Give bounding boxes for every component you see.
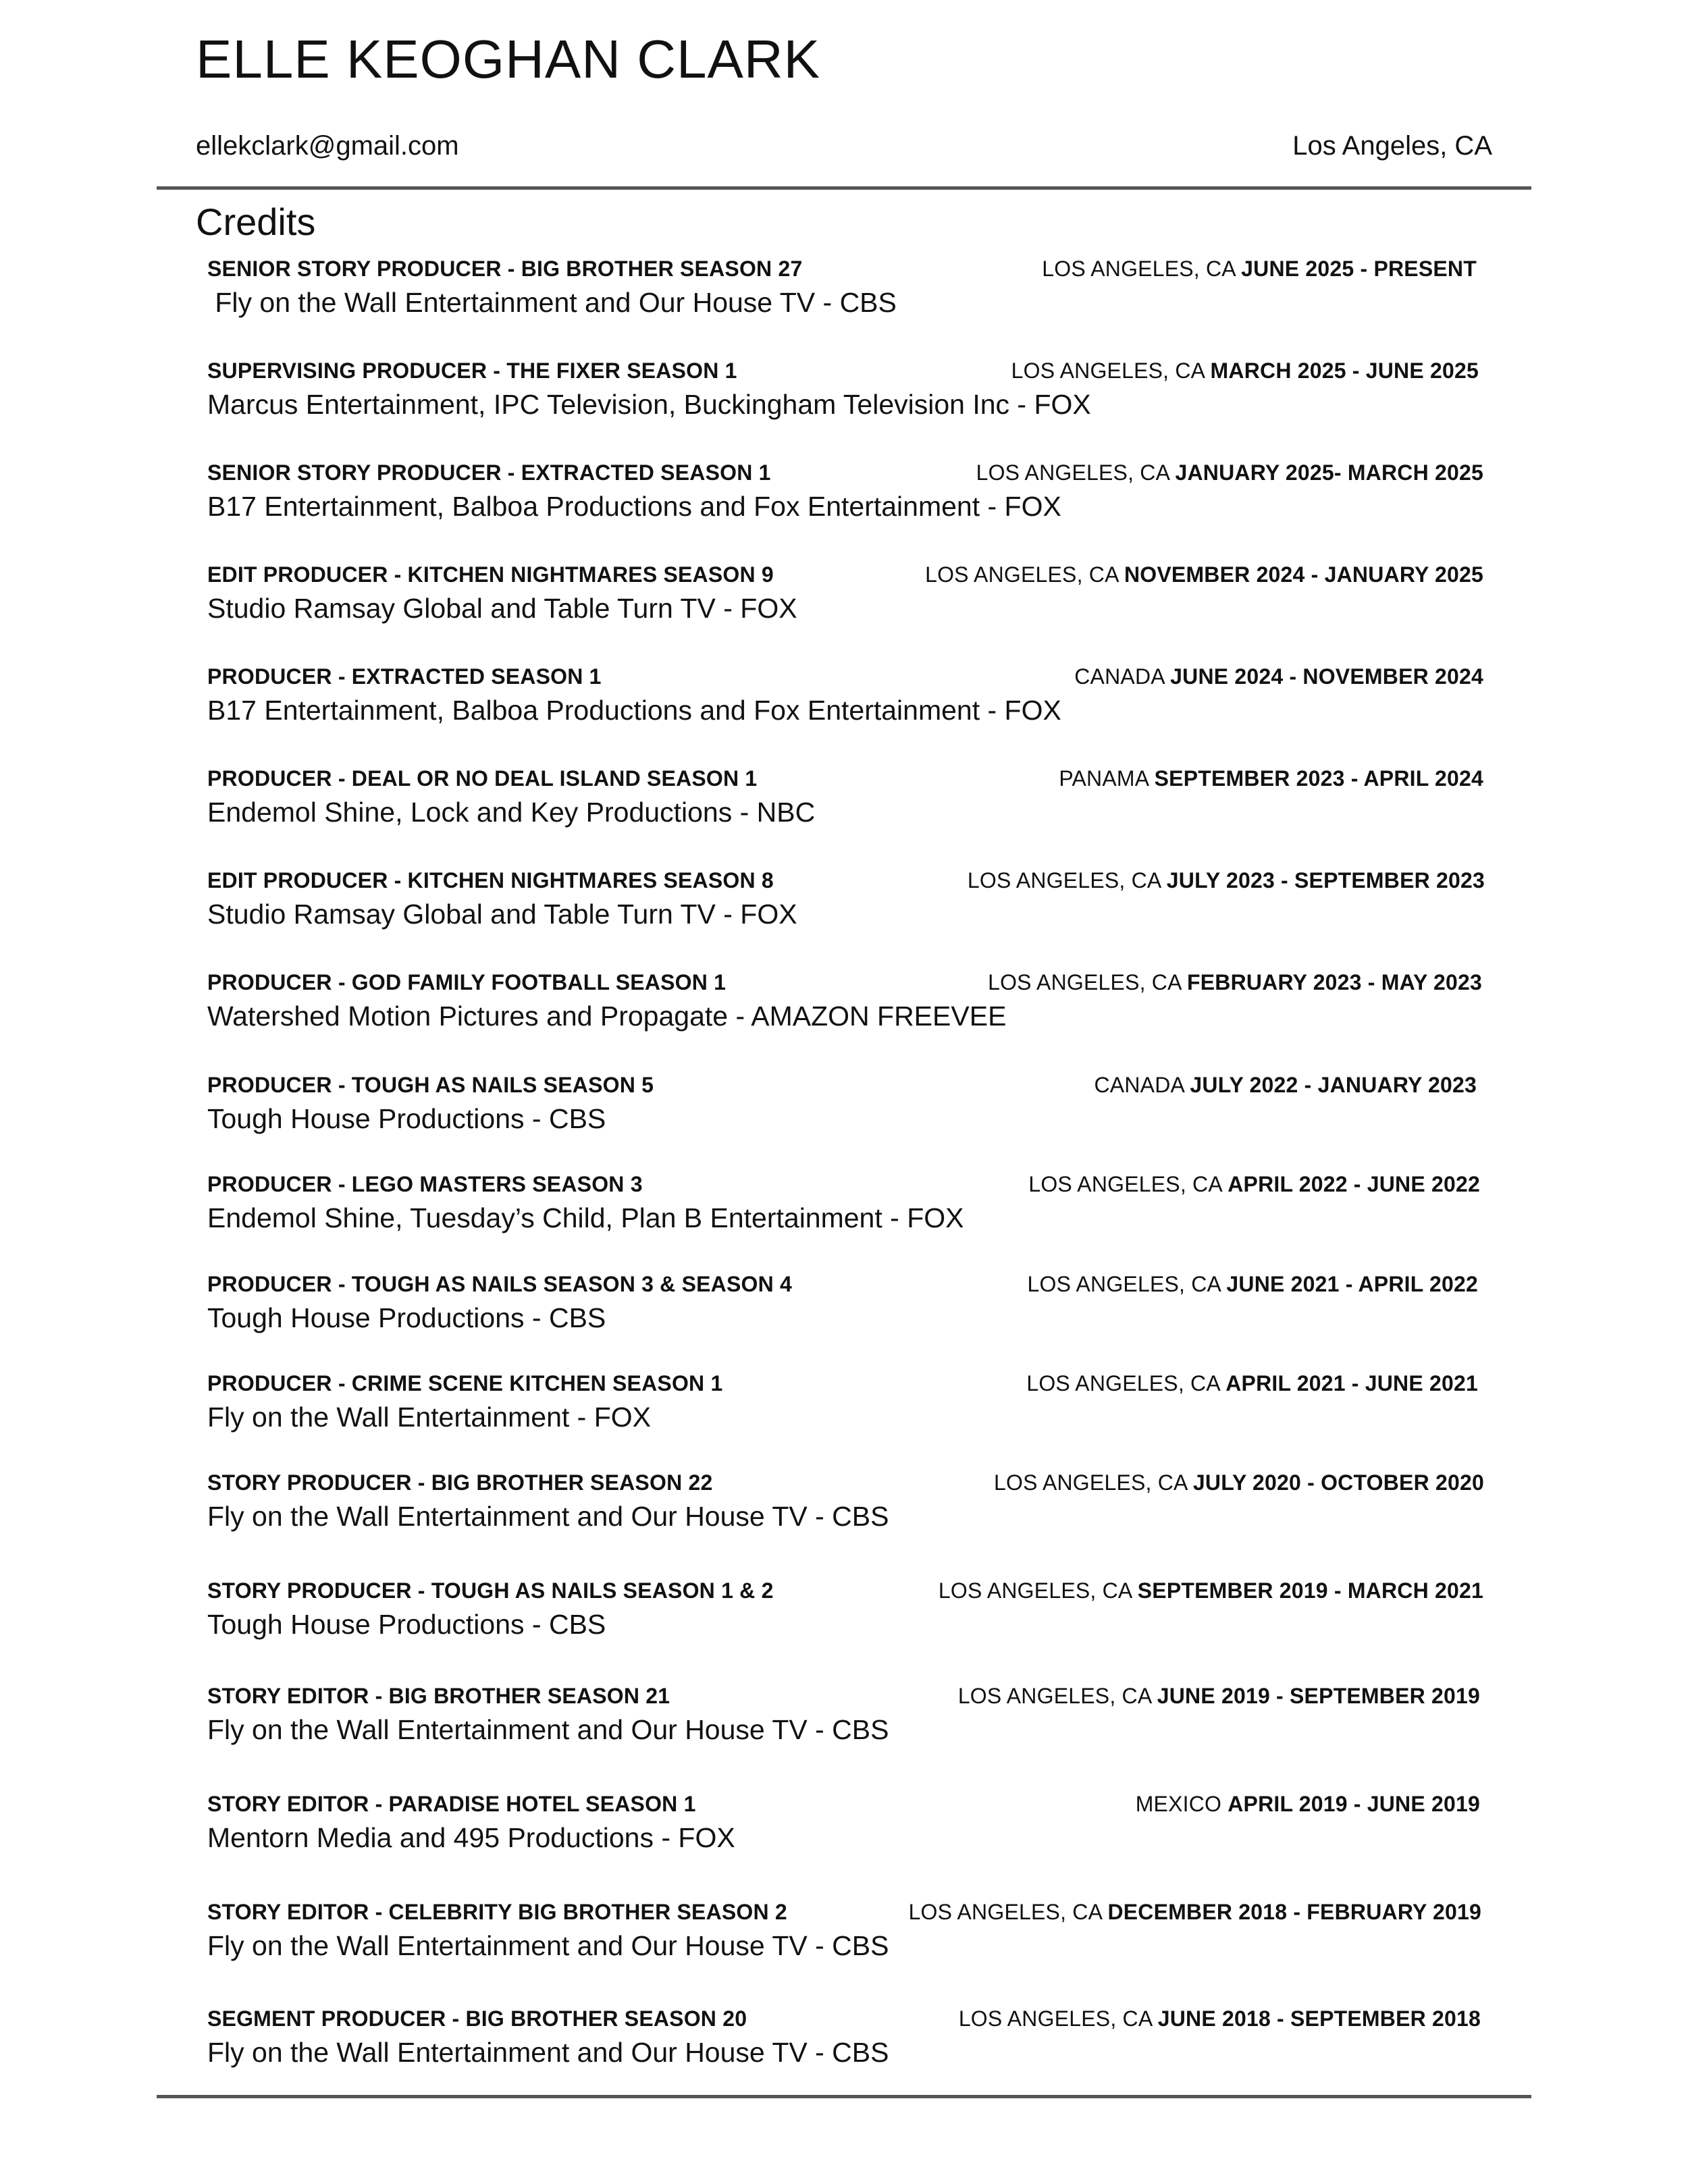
credit-header-row	[207, 560, 1483, 589]
credit-role: PRODUCER - DEAL OR NO DEAL ISLAND SEASON 1	[207, 766, 758, 791]
credit-dates: NOVEMBER 2024 - JANUARY 2025	[1124, 562, 1483, 587]
credit-location: MEXICO	[1135, 1792, 1222, 1816]
credit-header-row	[207, 1169, 1480, 1199]
credit-header-row	[207, 1576, 1483, 1605]
credit-entry	[207, 1169, 1480, 1235]
location-text: Los Angeles, CA	[1292, 131, 1492, 161]
credit-company: Fly on the Wall Entertainment and Our House TV - CBS	[207, 2037, 889, 2068]
email-text: ellekclark@gmail.com	[196, 131, 459, 161]
credit-entry	[207, 1468, 1484, 1534]
credit-role: PRODUCER - TOUGH AS NAILS SEASON 3 & SEASON 4	[207, 1272, 793, 1296]
credit-meta	[1094, 1073, 1477, 1098]
credit-entry	[207, 662, 1483, 728]
credit-dates: JULY 2023 - SEPTEMBER 2023	[1166, 868, 1485, 893]
credit-dates: SEPTEMBER 2023 - APRIL 2024	[1154, 766, 1483, 791]
credit-entry	[207, 865, 1485, 932]
credit-company: Fly on the Wall Entertainment and Our House TV - CBS	[207, 1501, 889, 1532]
credit-company: B17 Entertainment, Balboa Productions and Fox Entertainment - FOX	[207, 491, 1061, 522]
credit-role: STORY PRODUCER - TOUGH AS NAILS SEASON 1 & 2	[207, 1578, 774, 1603]
credit-dates: JUNE 2018 - SEPTEMBER 2018	[1157, 2006, 1481, 2031]
credit-dates: MARCH 2025 - JUNE 2025	[1210, 358, 1479, 383]
credit-role: EDIT PRODUCER - KITCHEN NIGHTMARES SEASON 8	[207, 868, 774, 893]
credit-location: LOS ANGELES, CA	[1026, 1371, 1220, 1395]
section-title: Credits	[196, 201, 316, 243]
credit-company: Watershed Motion Pictures and Propagate - AMAZON FREEVEE	[207, 1001, 1007, 1032]
credit-header-row	[207, 458, 1483, 487]
credit-company: Tough House Productions - CBS	[207, 1103, 606, 1134]
credit-dates: APRIL 2022 - JUNE 2022	[1228, 1172, 1480, 1196]
credit-header-row	[207, 2004, 1481, 2033]
credit-role: EDIT PRODUCER - KITCHEN NIGHTMARES SEASON 9	[207, 562, 774, 587]
credit-role: PRODUCER - EXTRACTED SEASON 1	[207, 664, 602, 689]
credit-location: CANADA	[1074, 664, 1165, 689]
credit-meta	[958, 1684, 1480, 1709]
credit-role: SENIOR STORY PRODUCER - EXTRACTED SEASON 1	[207, 460, 771, 485]
credit-dates: JULY 2020 - OCTOBER 2020	[1192, 1470, 1484, 1495]
credit-dates: JANUARY 2025- MARCH 2025	[1175, 460, 1483, 485]
credit-header-row	[207, 662, 1483, 691]
credit-dates: JUNE 2021 - APRIL 2022	[1226, 1272, 1478, 1296]
credit-header-row	[207, 1368, 1477, 1398]
credit-meta	[1136, 1792, 1480, 1817]
credit-location: LOS ANGELES, CA	[958, 2006, 1152, 2031]
credit-company: Endemol Shine, Tuesday’s Child, Plan B Entertainment - FOX	[207, 1202, 964, 1233]
credit-location: CANADA	[1094, 1073, 1184, 1097]
credit-location: LOS ANGELES, CA	[1028, 1172, 1222, 1196]
credit-dates: JUNE 2025 - PRESENT	[1241, 257, 1477, 281]
credit-entry	[207, 967, 1482, 1034]
credit-meta	[959, 2006, 1481, 2031]
bottom-divider	[157, 2095, 1531, 2098]
credit-entry	[207, 356, 1477, 422]
credit-header-row	[207, 1468, 1484, 1497]
credit-role: PRODUCER - CRIME SCENE KITCHEN SEASON 1	[207, 1371, 723, 1395]
credit-header-row	[207, 1681, 1480, 1711]
credit-entry	[207, 1897, 1481, 1963]
credit-dates: APRIL 2021 - JUNE 2021	[1225, 1371, 1478, 1395]
credit-role: STORY PRODUCER - BIG BROTHER SEASON 22	[207, 1470, 713, 1495]
credit-role: PRODUCER - GOD FAMILY FOOTBALL SEASON 1	[207, 970, 727, 994]
contact-line	[196, 132, 1492, 159]
credit-entry	[207, 560, 1483, 626]
credit-header-row	[207, 1070, 1477, 1100]
credit-company: B17 Entertainment, Balboa Productions and Fox Entertainment - FOX	[207, 695, 1061, 726]
credit-role: STORY EDITOR - BIG BROTHER SEASON 21	[207, 1684, 670, 1708]
credit-role: SENIOR STORY PRODUCER - BIG BROTHER SEASON 27	[207, 257, 803, 281]
credit-company: Fly on the Wall Entertainment and Our House TV - CBS	[207, 1714, 889, 1745]
credit-role: SUPERVISING PRODUCER - THE FIXER SEASON 1	[207, 358, 737, 383]
credit-header-row	[207, 764, 1483, 793]
credit-meta	[925, 562, 1483, 587]
credit-location: LOS ANGELES, CA	[1027, 1272, 1221, 1296]
credit-header-row	[207, 865, 1485, 895]
credit-entry	[207, 764, 1483, 830]
credit-meta	[1042, 257, 1477, 282]
credit-meta	[1026, 1371, 1478, 1396]
credit-meta	[939, 1578, 1483, 1603]
credit-location: LOS ANGELES, CA	[925, 562, 1118, 587]
credit-company: Fly on the Wall Entertainment and Our House TV - CBS	[207, 1930, 889, 1961]
credit-location: LOS ANGELES, CA	[967, 868, 1161, 893]
credit-meta	[988, 970, 1482, 995]
credit-meta	[1028, 1172, 1480, 1197]
credit-entry	[207, 1070, 1477, 1136]
top-divider	[157, 186, 1531, 190]
credit-meta	[909, 1900, 1481, 1925]
credit-meta	[1074, 664, 1483, 689]
credit-header-row	[207, 356, 1477, 385]
credit-role: PRODUCER - LEGO MASTERS SEASON 3	[207, 1172, 643, 1196]
person-name: ELLE KEOGHAN CLARK	[196, 29, 820, 89]
credit-dates: JUNE 2024 - NOVEMBER 2024	[1170, 664, 1483, 689]
credit-company: Tough House Productions - CBS	[207, 1609, 606, 1640]
credit-role: STORY EDITOR - PARADISE HOTEL SEASON 1	[207, 1792, 696, 1816]
credit-location: LOS ANGELES, CA	[908, 1900, 1102, 1924]
credit-entry	[207, 458, 1483, 524]
credit-dates: SEPTEMBER 2019 - MARCH 2021	[1137, 1578, 1483, 1603]
credit-header-row	[207, 967, 1482, 997]
credit-dates: FEBRUARY 2023 - MAY 2023	[1186, 970, 1482, 994]
credit-location: LOS ANGELES, CA	[994, 1470, 1187, 1495]
credit-role: PRODUCER - TOUGH AS NAILS SEASON 5	[207, 1073, 654, 1097]
credit-entry	[207, 2004, 1481, 2070]
credit-entry	[207, 1576, 1483, 1642]
credit-dates: JULY 2022 - JANUARY 2023	[1190, 1073, 1477, 1097]
credit-location: LOS ANGELES, CA	[938, 1578, 1132, 1603]
credit-header-row	[207, 1789, 1480, 1819]
credit-entry	[207, 1789, 1480, 1855]
credit-location: LOS ANGELES, CA	[957, 1684, 1151, 1708]
credit-location: PANAMA	[1059, 766, 1149, 791]
credit-header-row	[207, 1269, 1477, 1299]
credit-meta	[1011, 358, 1479, 383]
credit-entry	[207, 1269, 1477, 1335]
credit-company: Studio Ramsay Global and Table Turn TV - FOX	[207, 593, 797, 624]
credit-meta	[976, 460, 1483, 485]
credit-location: LOS ANGELES, CA	[976, 460, 1169, 485]
credit-entry	[207, 1681, 1480, 1747]
credit-company: Mentorn Media and 495 Productions - FOX	[207, 1822, 735, 1853]
credit-location: LOS ANGELES, CA	[988, 970, 1181, 994]
credit-company: Tough House Productions - CBS	[207, 1302, 606, 1333]
credit-entry	[207, 254, 1477, 320]
credit-dates: JUNE 2019 - SEPTEMBER 2019	[1157, 1684, 1480, 1708]
credit-location: LOS ANGELES, CA	[1042, 257, 1236, 281]
credit-location: LOS ANGELES, CA	[1011, 358, 1205, 383]
credit-company: Endemol Shine, Lock and Key Productions - NBC	[207, 797, 816, 828]
credit-meta	[1059, 766, 1483, 791]
credit-meta	[994, 1470, 1484, 1495]
credit-company: Studio Ramsay Global and Table Turn TV - FOX	[207, 899, 797, 930]
credit-company: Marcus Entertainment, IPC Television, Buckingham Television Inc - FOX	[207, 389, 1091, 420]
credit-meta	[968, 868, 1485, 893]
credit-role: SEGMENT PRODUCER - BIG BROTHER SEASON 20	[207, 2006, 747, 2031]
credit-dates: APRIL 2019 - JUNE 2019	[1228, 1792, 1480, 1816]
credit-dates: DECEMBER 2018 - FEBRUARY 2019	[1107, 1900, 1481, 1924]
credit-company: Fly on the Wall Entertainment and Our House TV - CBS	[207, 287, 897, 318]
credit-role: STORY EDITOR - CELEBRITY BIG BROTHER SEASON 2	[207, 1900, 787, 1924]
credit-header-row	[207, 1897, 1481, 1927]
credit-entry	[207, 1368, 1477, 1435]
credit-header-row	[207, 254, 1477, 284]
credit-meta	[1028, 1272, 1478, 1297]
credit-company: Fly on the Wall Entertainment - FOX	[207, 1402, 651, 1433]
